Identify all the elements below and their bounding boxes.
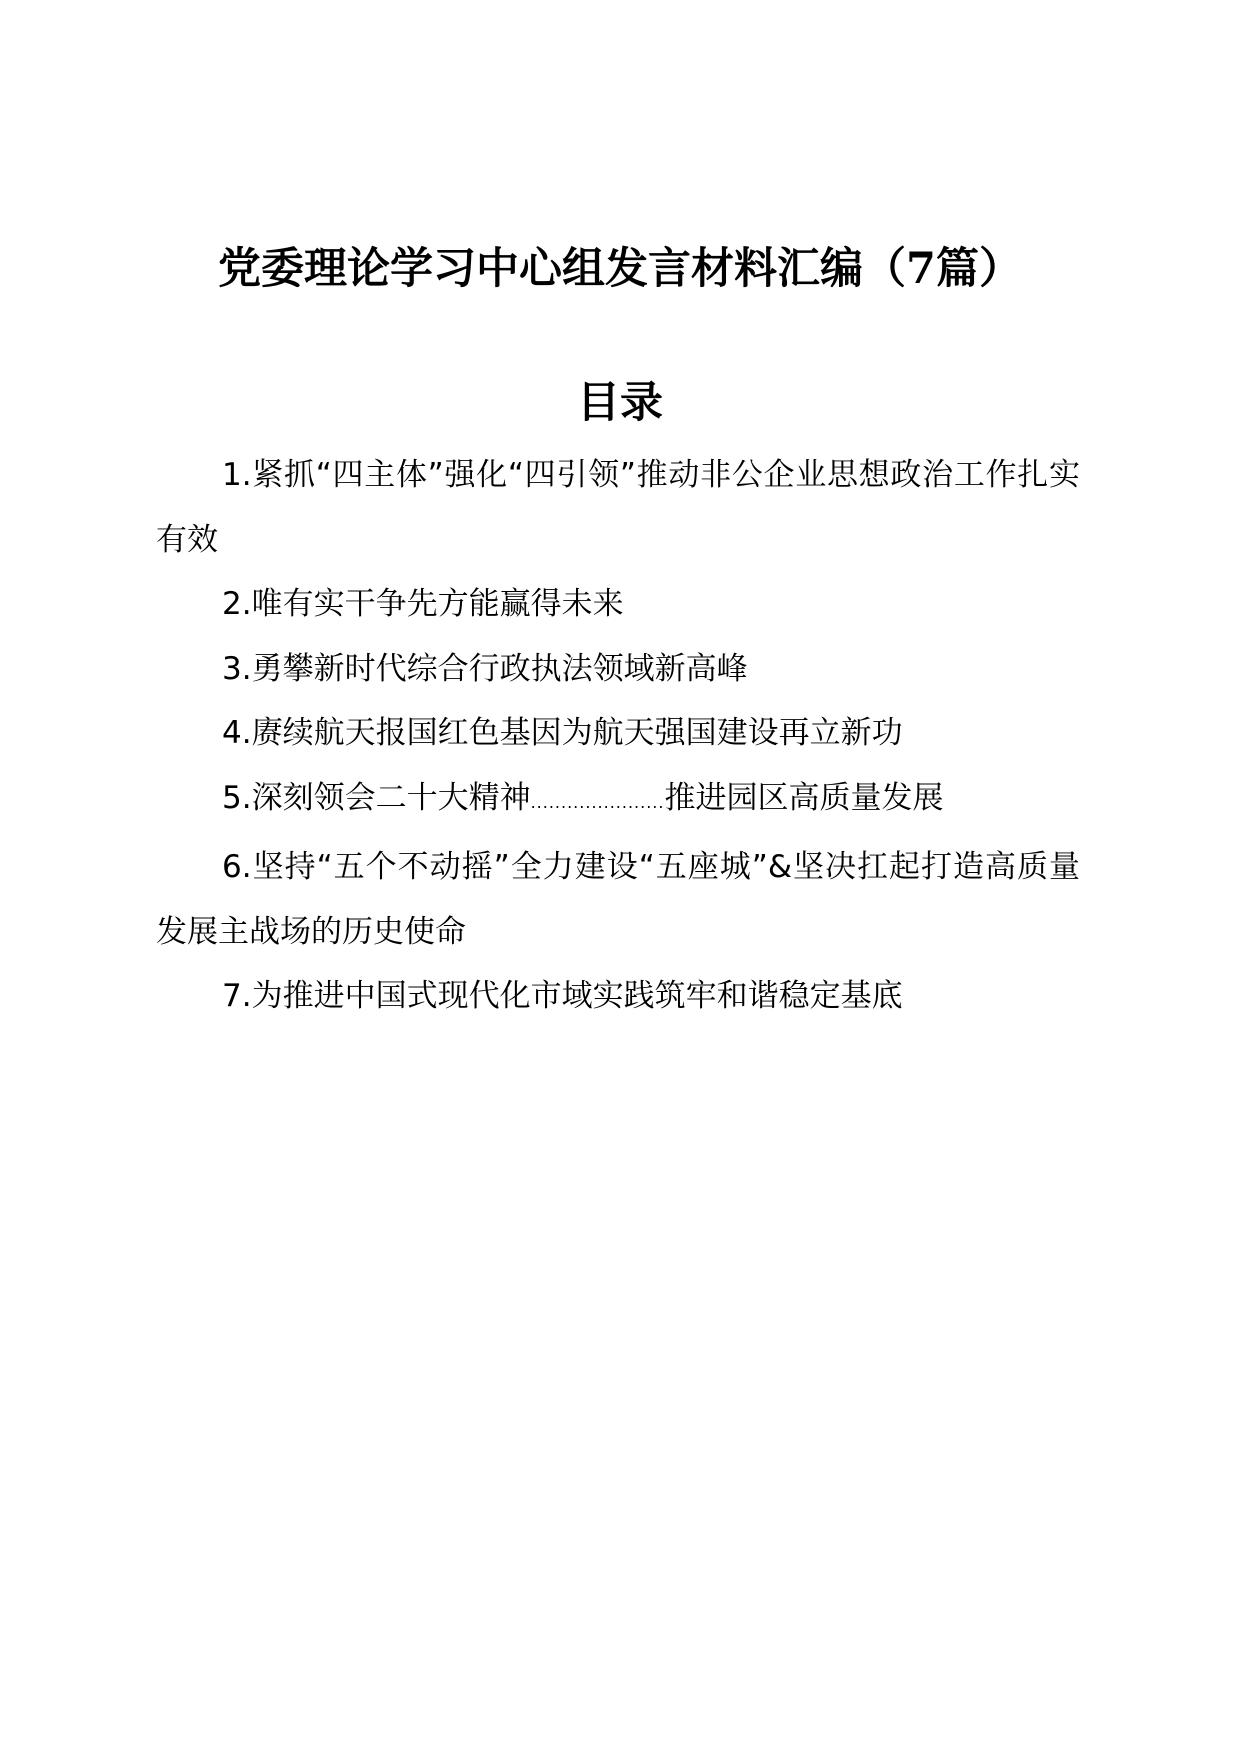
- toc-item: 6.坚持“五个不动摇”全力建设“五座城”&坚决扛起打造高质量发展主战场的历史使命: [156, 849, 1080, 950]
- toc-item: [156, 766, 1080, 836]
- toc-item: 3.勇攀新时代综合行政执法领域新高峰: [222, 650, 748, 687]
- document-title: 党委理论学习中心组发言材料汇编（7篇）: [218, 244, 1022, 294]
- toc-item-text: 5.深刻领会二十大精神: [222, 779, 531, 816]
- toc-list: [156, 443, 1080, 1029]
- toc-item: 7.为推进中国式现代化市域实践筑牢和谐稳定基底: [222, 978, 903, 1014]
- toc-leader-dots: ......................: [530, 792, 665, 812]
- toc-heading: 目录: [577, 378, 663, 428]
- toc-item: 1.紧抓“四主体”强化“四引领”推动非公企业思想政治工作扎实有效: [156, 457, 1080, 558]
- toc-item: 2.唯有实干争先方能赢得未来: [222, 586, 624, 622]
- toc-item: 4.赓续航天报国红色基因为航天强国建设再立新功: [222, 715, 903, 751]
- toc-item-text: 推进园区高质量发展: [664, 779, 944, 816]
